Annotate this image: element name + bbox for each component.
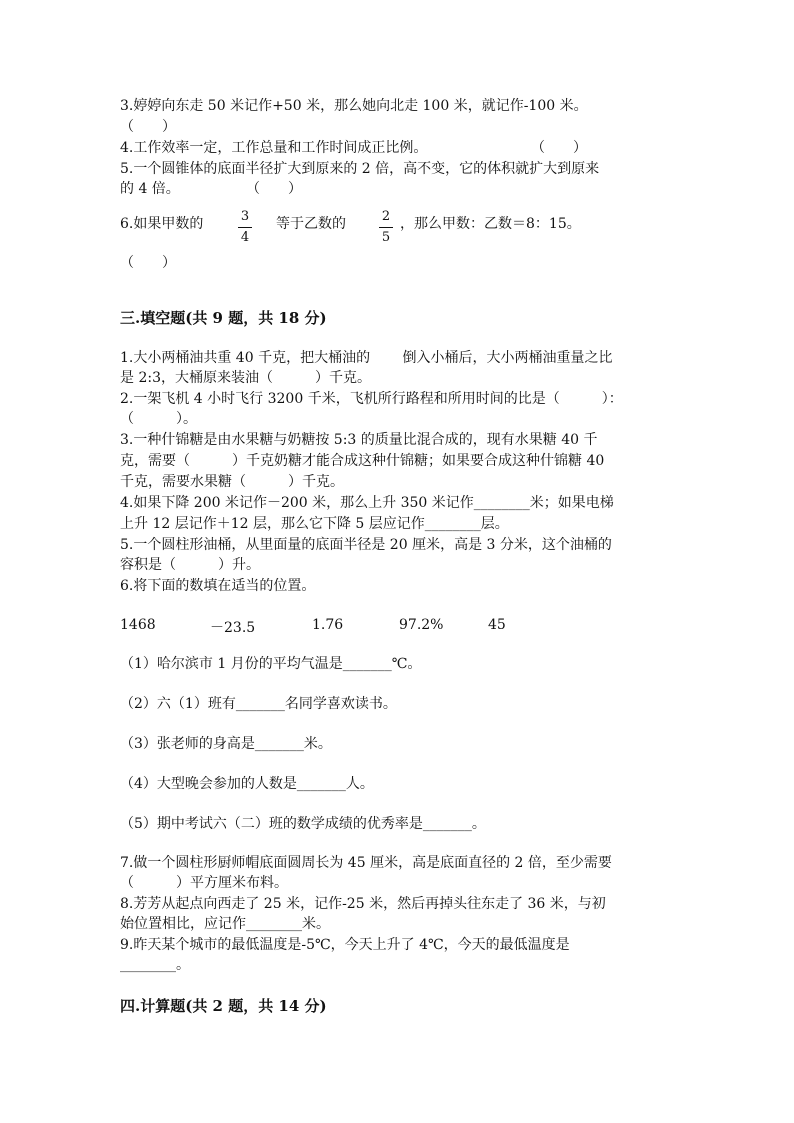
fraction-numerator: 2 [381,209,391,224]
number-item: 1.76 [312,617,344,633]
fill-q2-line1: 2.一架飞机 4 小时飞行 3200 千米，飞机所行路程和所用时间的比是（ ）： [120,391,623,407]
fill-q7-line1: 7.做一个圆柱形厨师帽底面圆周长为 45 厘米，高是底面直径的 2 倍，至少需要 [120,855,612,871]
fill-q6-sub3: （3）张老师的身高是_______米。 [120,736,332,752]
judge-q6-prefix: 6.如果甲数的 [120,216,204,232]
section-4-heading: 四.计算题(共 2 题，共 14 分) [120,997,327,1015]
fill-q3-line2: 克，需要（ ）千克奶糖才能合成这种什锦糖；如果要合成这种什锦糖 40 [120,453,605,469]
judge-q3-line1: 3.婷婷向东走 50 米记作+50 米，那么她向北走 100 米，就记作-100 米。 [120,98,588,114]
fill-q3-line1: 3.一种什锦糖是由水果糖与奶糖按 5:3 的质量比混合成的，现有水果糖 40 千 [120,432,598,448]
fraction-numerator: 3 [240,209,250,224]
fill-q8-line2: 始位置相比，应记作________米。 [120,916,330,932]
judge-q5-line2: 的 4 倍。 [120,181,180,197]
fill-q6-line: 6.将下面的数填在适当的位置。 [120,578,316,594]
number-item: 45 [488,617,506,633]
judge-q6-suffix: ，那么甲数：乙数＝8：15。 [400,216,581,232]
fill-q6-sub5: （5）期中考试六（二）班的数学成绩的优秀率是_______。 [120,816,486,832]
judge-q3-paren: （ ） [120,119,176,135]
fill-q1-line1: 1.大小两桶油共重 40 千克，把大桶油的 倒入小桶后，大小两桶油重量之比 [120,350,613,366]
fill-q7-line2: （ ）平方厘米布料。 [120,875,288,891]
judge-q6-paren: （ ） [120,255,176,271]
fraction-three-quarters [238,209,252,246]
judge-q4-paren: （ ） [531,140,587,156]
fill-q3-line3: 千克，需要水果糖（ ）千克。 [120,474,344,490]
fill-q4-line1: 4.如果下降 200 米记作－200 米，那么上升 350 米记作________米；如果电梯 [120,495,614,511]
number-item: 97.2% [399,617,444,633]
number-item: 1468 [120,617,156,633]
fill-q5-line1: 5.一个圆柱形油桶，从里面量的底面半径是 20 厘米，高是 3 分米，这个油桶的 [120,537,612,553]
fraction-bar [238,227,252,228]
fill-q8-line1: 8.芳芳从起点向西走了 25 米，记作-25 米，然后再掉头往东走了 36 米，与初 [120,896,606,912]
number-list [0,617,794,637]
number-item: －23.5 [210,620,256,636]
fill-q5-line2: 容积是（ ）升。 [120,557,260,573]
fraction-denominator: 4 [240,230,250,245]
fill-q6-sub4: （4）大型晚会参加的人数是_______人。 [120,776,374,792]
judge-q5-line1: 5.一个圆锥体的底面半径扩大到原来的 2 倍，高不变，它的体积就扩大到原来 [120,161,600,177]
judge-q4-text: 4.工作效率一定，工作总量和工作时间成正比例。 [120,140,428,156]
fill-q9-line2: ________。 [120,957,190,973]
fill-q6-sub1: （1）哈尔滨市 1 月份的平均气温是_______℃。 [120,656,422,672]
fraction-denominator: 5 [381,230,391,245]
fraction-two-fifths [379,209,393,246]
fill-q1-line2: 是 2:3，大桶原来装油（ ）千克。 [120,370,371,386]
fill-q4-line2: 上升 12 层记作＋12 层，那么它下降 5 层应记作________层。 [120,516,509,532]
fill-q6-sub2: （2）六（1）班有_______名同学喜欢读书。 [120,696,397,712]
section-3-heading: 三.填空题(共 9 题，共 18 分) [120,309,327,327]
fill-q9-line1: 9.昨天某个城市的最低温度是-5℃，今天上升了 4℃，今天的最低温度是 [120,937,570,953]
fraction-bar [379,227,393,228]
fill-q2-line2: （ ）。 [120,411,197,427]
judge-q6-mid: 等于乙数的 [276,216,346,232]
judge-q5-paren: （ ） [246,181,302,197]
